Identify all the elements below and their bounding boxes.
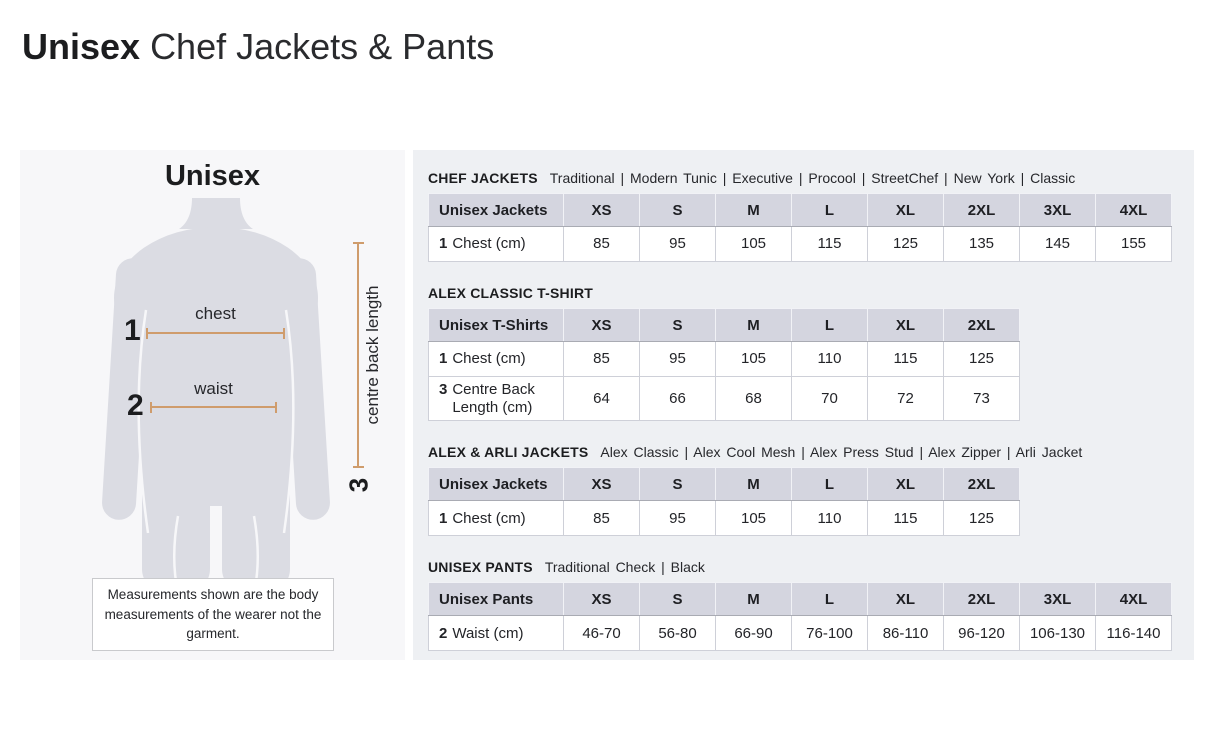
measurement-number: 3 [439, 381, 448, 398]
size-value-cell: 95 [640, 342, 716, 377]
size-value-cell: 68 [716, 377, 792, 421]
size-column-header: L [792, 309, 868, 342]
size-column-header: M [716, 468, 792, 501]
size-value-cell: 70 [792, 377, 868, 421]
section-name: UNISEX PANTS [428, 559, 533, 576]
size-value-cell: 105 [716, 501, 792, 536]
measurement-row-label: 1 Chest (cm) [429, 227, 564, 262]
size-column-header: 2XL [944, 309, 1020, 342]
measurement-note: Measurements shown are the body measurements of the wearer not the garment. [92, 578, 334, 651]
size-value-cell: 115 [792, 227, 868, 262]
size-tables-panel [413, 150, 1194, 660]
size-column-header: XL [868, 583, 944, 616]
size-value-cell: 105 [716, 227, 792, 262]
table-header-label: Unisex Pants [429, 583, 564, 616]
measurement-number: 1 [439, 350, 448, 368]
section-heading [428, 285, 1179, 301]
size-value-cell: 115 [868, 342, 944, 377]
table-row [429, 616, 1172, 651]
size-value-cell: 115 [868, 501, 944, 536]
size-column-header: S [640, 583, 716, 616]
section-heading [428, 444, 1179, 460]
size-column-header: 2XL [944, 194, 1020, 227]
size-column-header: XS [564, 583, 640, 616]
chest-measure-number: 1 [124, 314, 141, 347]
back-length-measure-number: 3 [343, 477, 374, 493]
section-unisex-pants [428, 559, 1179, 651]
size-value-cell: 64 [564, 377, 640, 421]
section-name: ALEX & ARLI JACKETS [428, 444, 589, 461]
size-value-cell: 110 [792, 342, 868, 377]
size-column-header: XS [564, 194, 640, 227]
measurement-row-label: 3 Centre Back Length (cm) [429, 377, 564, 421]
waist-measure-label: waist [194, 379, 233, 398]
size-value-cell: 46-70 [564, 616, 640, 651]
size-column-header: L [792, 468, 868, 501]
size-column-header: 4XL [1096, 194, 1172, 227]
size-value-cell: 116-140 [1096, 616, 1172, 651]
section-name: ALEX CLASSIC T-SHIRT [428, 285, 594, 301]
size-value-cell: 66 [640, 377, 716, 421]
back-length-measure-label: centre back length [363, 285, 382, 425]
size-value-cell: 96-120 [944, 616, 1020, 651]
size-column-header: S [640, 468, 716, 501]
table-row [429, 227, 1172, 262]
size-column-header: 3XL [1020, 583, 1096, 616]
section-chef-jackets [428, 170, 1179, 262]
section-alex-classic-tshirt [428, 285, 1179, 421]
size-value-cell: 95 [640, 501, 716, 536]
size-column-header: L [792, 194, 868, 227]
table-header-label: Unisex T-Shirts [429, 309, 564, 342]
table-row [429, 501, 1020, 536]
size-value-cell: 85 [564, 227, 640, 262]
size-column-header: 4XL [1096, 583, 1172, 616]
size-value-cell: 66-90 [716, 616, 792, 651]
table-header-row [429, 309, 1020, 342]
size-value-cell: 56-80 [640, 616, 716, 651]
size-column-header: M [716, 309, 792, 342]
size-column-header: 3XL [1020, 194, 1096, 227]
section-heading [428, 559, 1179, 575]
table-header-row [429, 468, 1020, 501]
measurement-number: 2 [439, 624, 448, 642]
measurement-row-label: 1 Chest (cm) [429, 501, 564, 536]
size-column-header: XS [564, 468, 640, 501]
section-name: CHEF JACKETS [428, 170, 538, 186]
size-value-cell: 125 [944, 342, 1020, 377]
page-title-category: Unisex [22, 26, 141, 67]
size-column-header: XL [868, 194, 944, 227]
measurement-number: 1 [439, 509, 448, 527]
size-column-header: L [792, 583, 868, 616]
measurement-number: 1 [439, 235, 448, 253]
measurement-row-label: 2 Waist (cm) [429, 616, 564, 651]
size-value-cell: 155 [1096, 227, 1172, 262]
size-table-chef-jackets [428, 193, 1172, 262]
section-variants: Traditional | Modern Tunic | Executive | Procool | StreetChef | New York | Classic [549, 170, 1076, 186]
section-variants: Alex Classic | Alex Cool Mesh | Alex Press Stud | Alex Zipper | Arli Jacket [600, 444, 1083, 461]
table-header-label: Unisex Jackets [429, 468, 564, 501]
section-alex-arli-jackets [428, 444, 1179, 536]
back-length-measure-line [357, 242, 359, 468]
size-value-cell: 76-100 [792, 616, 868, 651]
measurement-row-label: 1 Chest (cm) [429, 342, 564, 377]
size-value-cell: 85 [564, 501, 640, 536]
table-header-label: Unisex Jackets [429, 194, 564, 227]
table-header-row [429, 583, 1172, 616]
diagram-title: Unisex [164, 160, 261, 192]
waist-measure-number: 2 [127, 389, 144, 422]
size-column-header: M [716, 583, 792, 616]
size-value-cell: 145 [1020, 227, 1096, 262]
size-value-cell: 106-130 [1020, 616, 1096, 651]
size-value-cell: 110 [792, 501, 868, 536]
size-value-cell: 105 [716, 342, 792, 377]
size-column-header: XS [564, 309, 640, 342]
measurement-diagram-panel [20, 150, 405, 660]
chest-measure-line [146, 332, 285, 334]
size-column-header: S [640, 194, 716, 227]
size-table-unisex-pants [428, 582, 1172, 651]
size-column-header: S [640, 309, 716, 342]
table-row [429, 342, 1020, 377]
page-title-rest: Chef Jackets & Pants [150, 26, 495, 67]
section-variants: Traditional Check | Black [544, 559, 705, 576]
size-value-cell: 86-110 [868, 616, 944, 651]
table-header-row [429, 194, 1172, 227]
size-value-cell: 73 [944, 377, 1020, 421]
size-value-cell: 72 [868, 377, 944, 421]
section-heading [428, 170, 1179, 186]
table-row [429, 377, 1020, 421]
size-value-cell: 85 [564, 342, 640, 377]
size-table-alex-arli-jackets [428, 467, 1020, 536]
waist-measure-line [150, 406, 277, 408]
size-column-header: 2XL [944, 468, 1020, 501]
size-value-cell: 95 [640, 227, 716, 262]
size-table-alex-classic-tshirt [428, 308, 1020, 421]
size-column-header: XL [868, 309, 944, 342]
size-value-cell: 135 [944, 227, 1020, 262]
size-column-header: XL [868, 468, 944, 501]
chest-measure-label: chest [195, 304, 236, 323]
size-value-cell: 125 [944, 501, 1020, 536]
size-value-cell: 125 [868, 227, 944, 262]
size-column-header: M [716, 194, 792, 227]
page-title [22, 26, 494, 68]
size-column-header: 2XL [944, 583, 1020, 616]
